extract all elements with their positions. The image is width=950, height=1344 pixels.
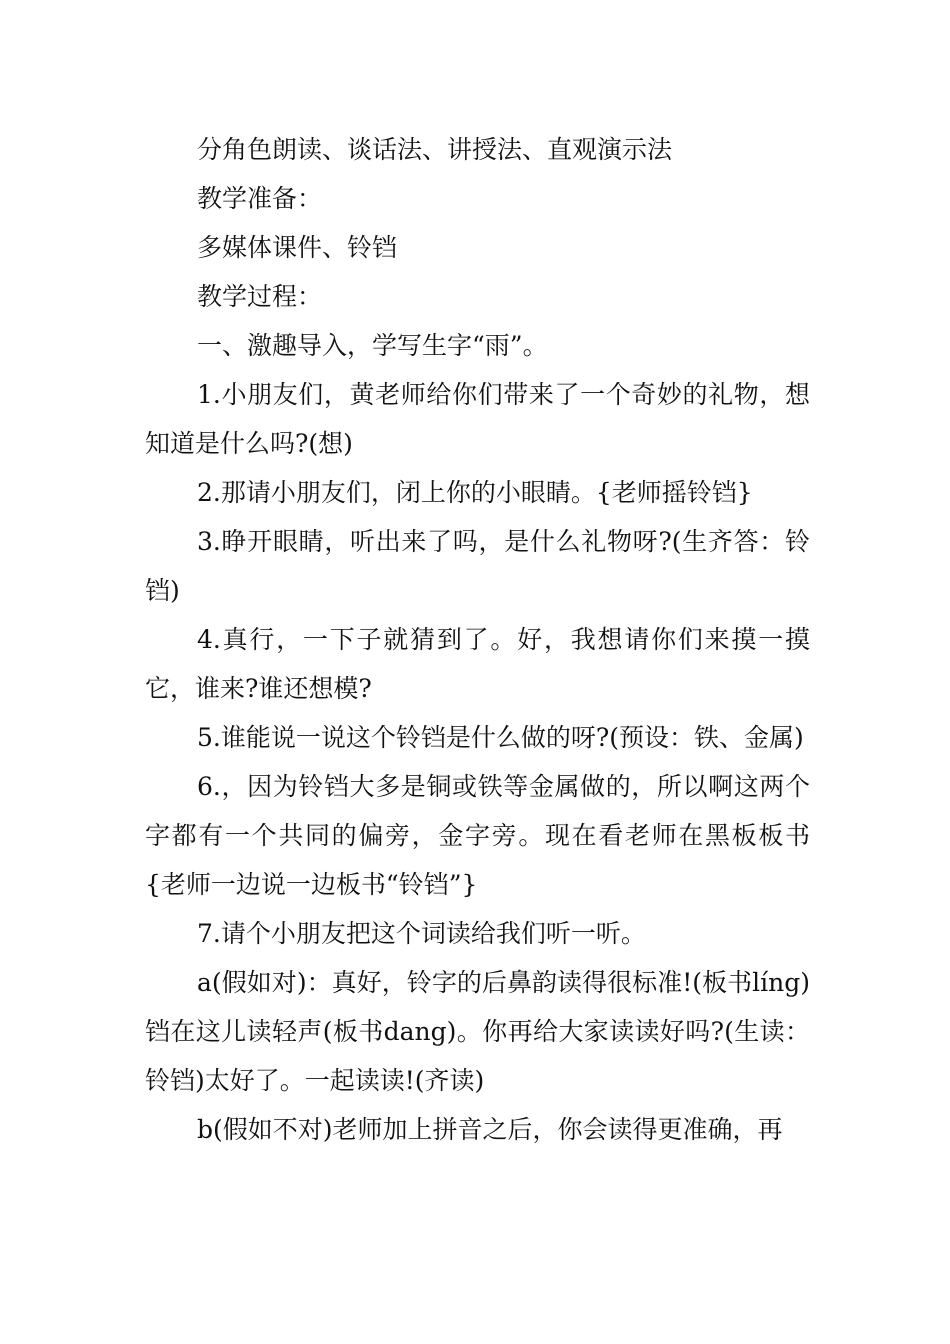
list-item-6: 6.，因为铃铛大多是铜或铁等金属做的，所以啊这两个字都有一个共同的偏旁，金字旁。现在看老师在黑板板书{老师一边说一边板书“铃铛”} bbox=[145, 772, 810, 899]
heading-teaching-preparation: 教学准备： bbox=[197, 184, 323, 213]
heading-teaching-process: 教学过程： bbox=[197, 282, 323, 311]
list-item-5: 5.谁能说一说这个铃铛是什么做的呀?(预设：铁、金属) bbox=[197, 723, 804, 752]
list-item-2: 2.那请小朋友们，闭上你的小眼睛。{老师摇铃铛} bbox=[197, 478, 753, 507]
document-body bbox=[145, 125, 810, 1154]
paragraph-preparation-items: 多媒体课件、铃铛 bbox=[197, 233, 398, 262]
list-item-1: 1.小朋友们，黄老师给你们带来了一个奇妙的礼物，想知道是什么吗?(想) bbox=[145, 380, 810, 458]
sub-item-b: b(假如不对)老师加上拼音之后，你会读得更准确，再 bbox=[197, 1115, 783, 1144]
sub-item-a: a(假如对)：真好，铃字的后鼻韵读得很标准!(板书líng)铛在这儿读轻声(板书dang)。你再给大家读读好吗?(生读：铃铛)太好了。一起读读!(齐读) bbox=[145, 968, 810, 1095]
list-item-4: 4.真行，一下子就猜到了。好，我想请你们来摸一摸它，谁来?谁还想模? bbox=[145, 625, 810, 703]
section-heading-intro: 一、激趣导入，学写生字“雨”。 bbox=[197, 331, 548, 360]
paragraph-teaching-methods: 分角色朗读、谈话法、讲授法、直观演示法 bbox=[197, 135, 673, 164]
list-item-3: 3.睁开眼睛，听出来了吗，是什么礼物呀?(生齐答：铃铛) bbox=[145, 527, 810, 605]
list-item-7: 7.请个小朋友把这个词读给我们听一听。 bbox=[197, 919, 646, 948]
